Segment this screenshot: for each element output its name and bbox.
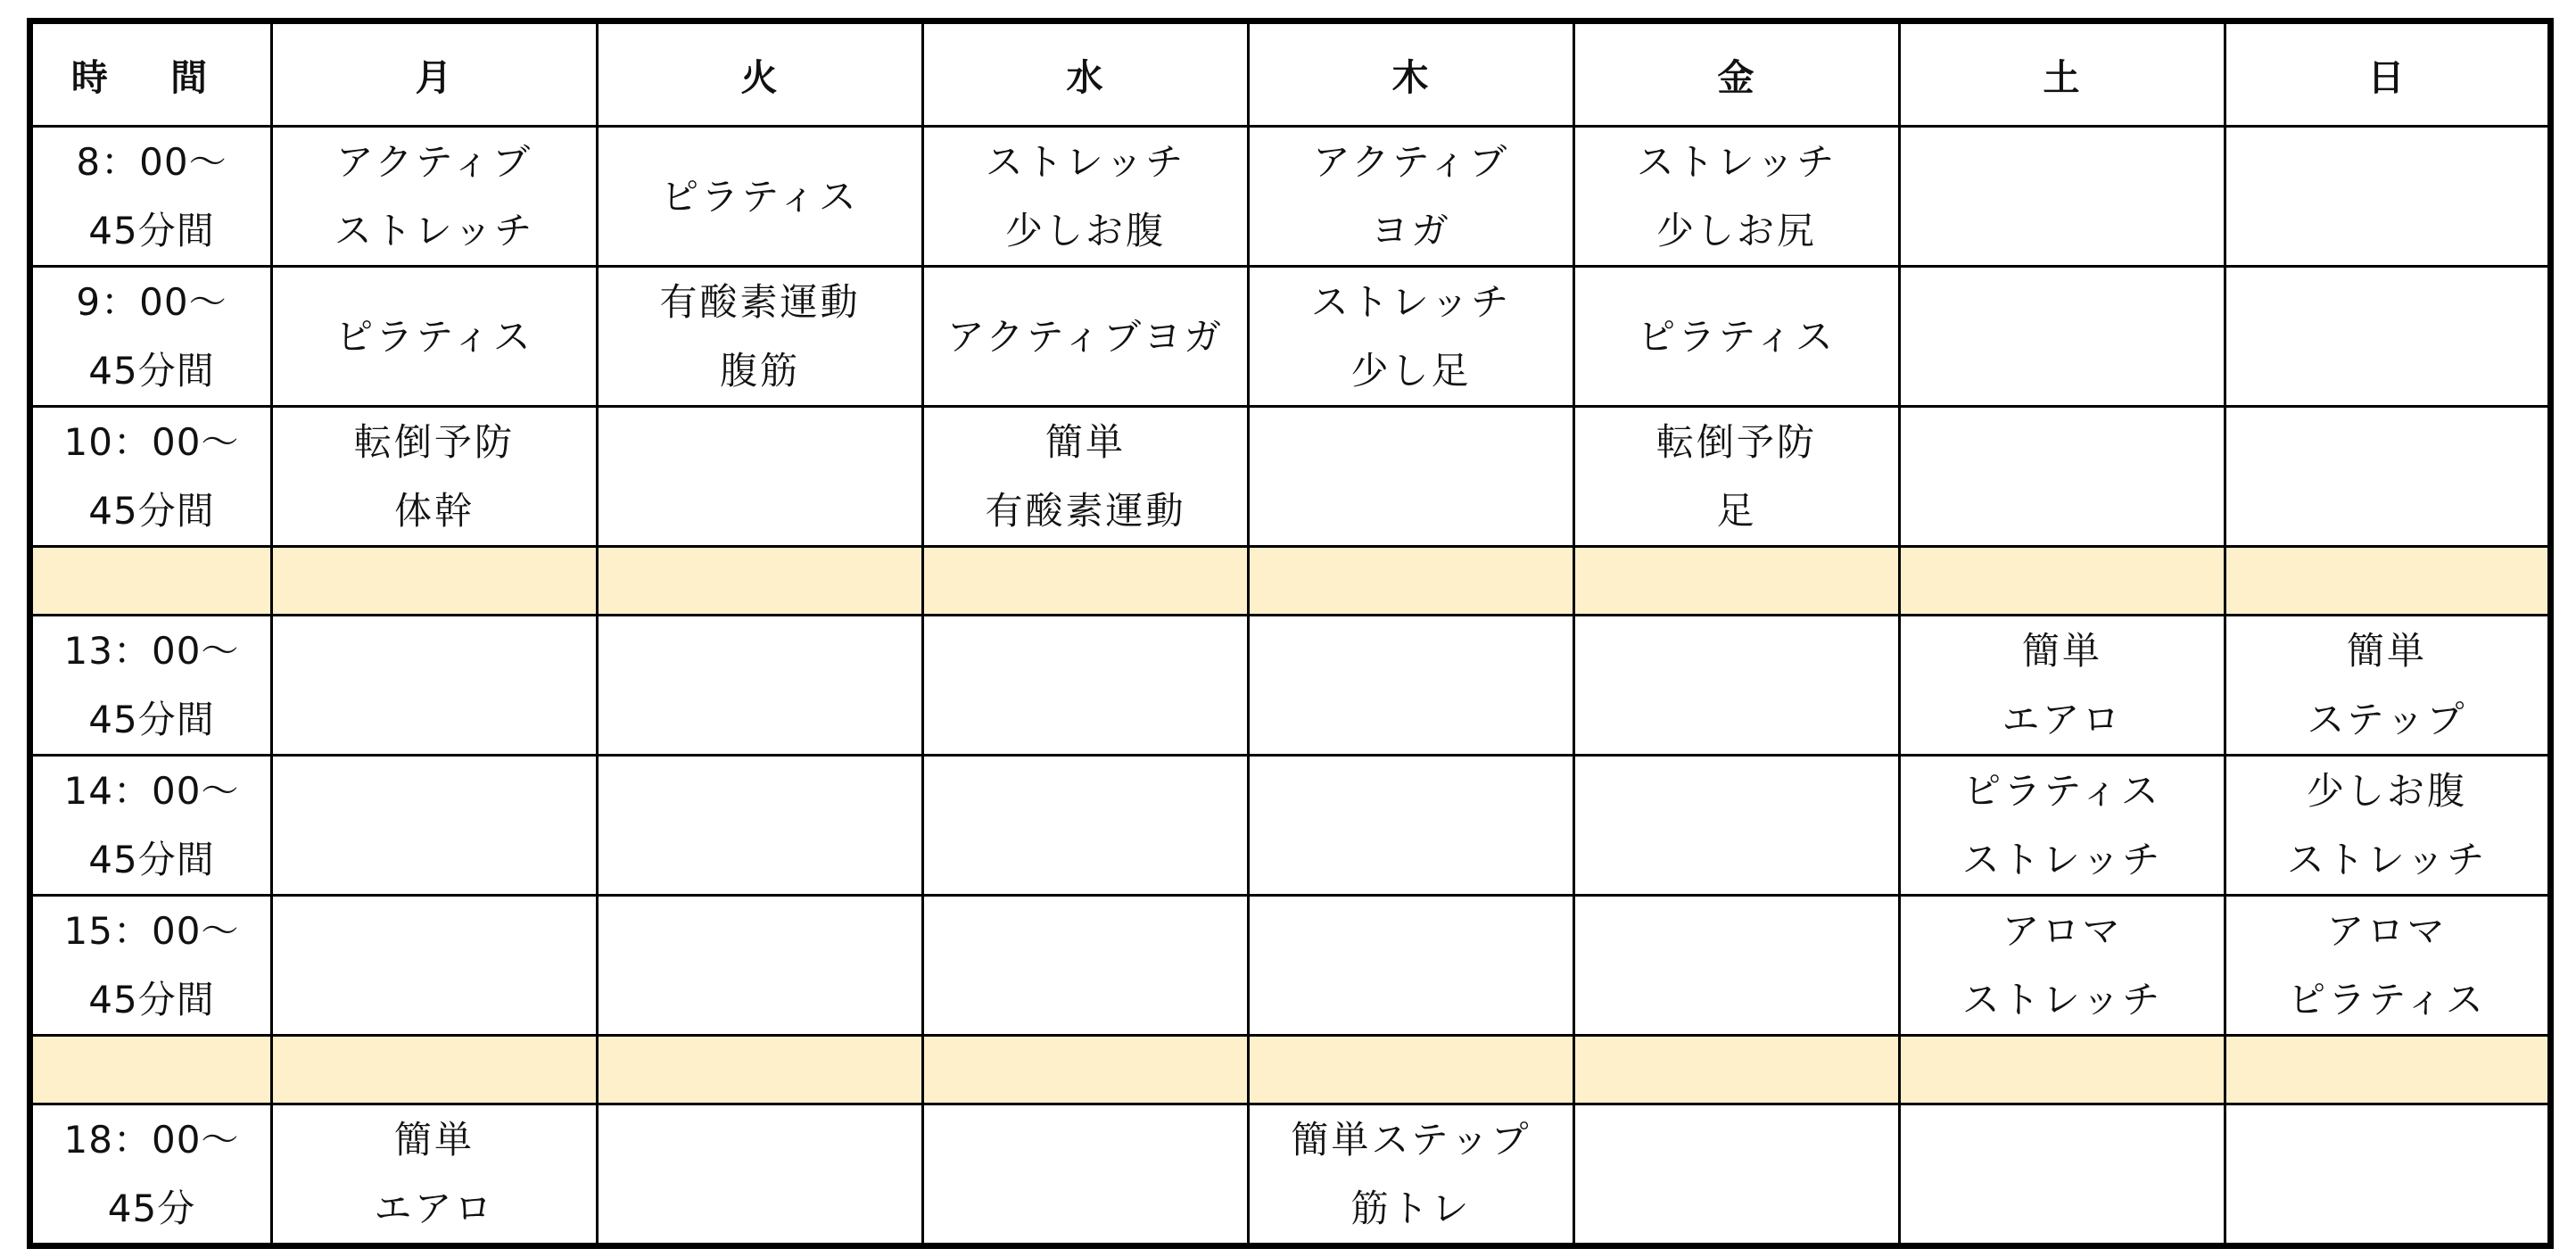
class-name-line: 体幹: [393, 489, 475, 533]
class-name-line: 少しお尻: [1655, 209, 1817, 252]
class-cell-wed: [923, 896, 1249, 1036]
class-cell-sun: [2225, 127, 2551, 267]
class-name-line: 簡単ステップ: [1291, 1118, 1532, 1162]
break-cell: [2225, 547, 2551, 616]
class-cell-wed: [923, 1104, 1249, 1246]
duration: 45分間: [88, 838, 215, 881]
time-slot-row: [30, 896, 2551, 1036]
time-slot-row: [30, 407, 2551, 547]
break-cell: [1574, 1036, 1900, 1104]
class-name-line: 転倒予防: [1655, 420, 1817, 464]
day-header-mon: 月: [272, 21, 598, 127]
day-header-wed: 水: [923, 21, 1249, 127]
class-name-line: 有酸素運動: [985, 489, 1186, 533]
class-cell-sat: [1900, 756, 2225, 896]
class-cell-fri: [1574, 407, 1900, 547]
class-name-line: エアロ: [2002, 698, 2123, 741]
class-name-line: ピラティス: [335, 314, 533, 359]
class-cell-thu: [1249, 896, 1574, 1036]
class-name-line: 有酸素運動: [659, 280, 861, 324]
time-slot-row: [30, 267, 2551, 407]
class-cell-thu: [1249, 127, 1574, 267]
class-name-line: アクティブ: [1312, 140, 1510, 184]
class-name-line: ピラティス: [1638, 314, 1836, 359]
break-cell: [1900, 547, 2225, 616]
class-cell-tue: [598, 616, 923, 756]
class-cell-tue: [598, 1104, 923, 1246]
class-name-line: ピラティス: [661, 174, 859, 219]
class-name-line: ヨガ: [1370, 209, 1451, 252]
duration: 45分間: [88, 978, 215, 1021]
break-cell: [272, 547, 598, 616]
start-time: 18：00～: [63, 1118, 240, 1162]
break-cell: [1249, 1036, 1574, 1104]
class-cell-wed: [923, 756, 1249, 896]
day-header-sat: 土: [1900, 21, 2225, 127]
class-cell-mon: [272, 407, 598, 547]
class-cell-mon: [272, 127, 598, 267]
break-cell: [272, 1036, 598, 1104]
duration: 45分: [107, 1187, 196, 1230]
start-time: 9：00～: [76, 280, 227, 324]
class-name-line: アロマ: [2002, 909, 2123, 953]
break-cell: [923, 1036, 1249, 1104]
break-cell: [923, 547, 1249, 616]
class-name-line: ストレッチ: [2286, 838, 2488, 881]
class-name-line: 簡単: [1044, 420, 1126, 464]
time-column-header: 時 間: [30, 21, 272, 127]
class-name-line: エアロ: [374, 1187, 495, 1230]
day-header-sun: 日: [2225, 21, 2551, 127]
class-name-line: ストレッチ: [1961, 838, 2163, 881]
break-cell: [2225, 1036, 2551, 1104]
time-slot-label: [30, 756, 272, 896]
break-cell: [30, 1036, 272, 1104]
class-cell-fri: [1574, 267, 1900, 407]
class-cell-fri: [1574, 616, 1900, 756]
class-cell-mon: [272, 1104, 598, 1246]
class-cell-sat: [1900, 616, 2225, 756]
class-cell-sun: [2225, 267, 2551, 407]
break-cell: [1574, 547, 1900, 616]
class-cell-sat: [1900, 1104, 2225, 1246]
start-time: 14：00～: [63, 769, 240, 813]
class-name-line: ストレッチ: [1961, 978, 2163, 1021]
break-cell: [30, 547, 272, 616]
class-cell-thu: [1249, 267, 1574, 407]
class-name-line: ストレッチ: [1636, 140, 1837, 184]
class-cell-thu: [1249, 616, 1574, 756]
class-cell-wed: [923, 407, 1249, 547]
class-cell-fri: [1574, 896, 1900, 1036]
class-name-line: 足: [1716, 489, 1757, 533]
class-cell-tue: [598, 127, 923, 267]
duration: 45分間: [88, 698, 215, 741]
class-name-line: 少しお腹: [2306, 769, 2467, 813]
class-cell-tue: [598, 896, 923, 1036]
start-time: 10：00～: [63, 420, 240, 464]
start-time: 13：00～: [63, 629, 240, 673]
class-name-line: 簡単: [393, 1118, 475, 1162]
time-slot-row: [30, 756, 2551, 896]
class-name-line: 簡単: [2346, 629, 2427, 673]
class-cell-thu: [1249, 1104, 1574, 1246]
class-name-line: ストレッチ: [1310, 280, 1512, 324]
start-time: 15：00～: [63, 909, 240, 953]
class-cell-fri: [1574, 127, 1900, 267]
time-slot-label: [30, 127, 272, 267]
class-cell-tue: [598, 267, 923, 407]
class-cell-sat: [1900, 407, 2225, 547]
class-cell-mon: [272, 616, 598, 756]
class-name-line: アクティブヨガ: [946, 314, 1225, 359]
class-name-line: 筋トレ: [1350, 1187, 1472, 1230]
break-cell: [598, 547, 923, 616]
class-cell-sun: [2225, 407, 2551, 547]
class-cell-wed: [923, 127, 1249, 267]
class-cell-fri: [1574, 756, 1900, 896]
time-slot-row: [30, 127, 2551, 267]
day-header-thu: 木: [1249, 21, 1574, 127]
duration: 45分間: [88, 489, 215, 533]
duration: 45分間: [88, 209, 215, 252]
time-slot-label: [30, 616, 272, 756]
class-name-line: ステップ: [2307, 698, 2467, 741]
class-name-line: ストレッチ: [985, 140, 1186, 184]
class-name-line: 簡単: [2021, 629, 2102, 673]
weekly-schedule-table: [27, 18, 2554, 1249]
header-row: [30, 21, 2551, 127]
class-cell-sun: [2225, 1104, 2551, 1246]
class-name-line: ピラティス: [2288, 978, 2486, 1021]
class-cell-sun: [2225, 756, 2551, 896]
time-slot-label: [30, 896, 272, 1036]
break-row: [30, 1036, 2551, 1104]
class-cell-sat: [1900, 896, 2225, 1036]
break-cell: [1900, 1036, 2225, 1104]
time-slot-row: [30, 1104, 2551, 1246]
class-cell-thu: [1249, 407, 1574, 547]
start-time: 8：00～: [76, 140, 227, 184]
class-name-line: ピラティス: [1963, 769, 2161, 813]
class-cell-wed: [923, 616, 1249, 756]
schedule-body: [30, 127, 2551, 1246]
time-slot-label: [30, 407, 272, 547]
duration: 45分間: [88, 349, 215, 393]
time-slot-label: [30, 1104, 272, 1246]
time-slot-label: [30, 267, 272, 407]
day-header-tue: 火: [598, 21, 923, 127]
day-header-fri: 金: [1574, 21, 1900, 127]
class-cell-sat: [1900, 267, 2225, 407]
class-cell-sun: [2225, 896, 2551, 1036]
class-cell-sat: [1900, 127, 2225, 267]
class-cell-sun: [2225, 616, 2551, 756]
class-name-line: 腹筋: [719, 349, 800, 393]
class-name-line: アロマ: [2326, 909, 2448, 953]
break-cell: [598, 1036, 923, 1104]
class-cell-mon: [272, 267, 598, 407]
class-cell-mon: [272, 896, 598, 1036]
class-cell-wed: [923, 267, 1249, 407]
break-row: [30, 547, 2551, 616]
time-slot-row: [30, 616, 2551, 756]
break-cell: [1249, 547, 1574, 616]
class-name-line: 少しお腹: [1004, 209, 1166, 252]
class-cell-mon: [272, 756, 598, 896]
class-cell-tue: [598, 407, 923, 547]
class-name-line: 転倒予防: [353, 420, 515, 464]
class-name-line: 少し足: [1350, 349, 1472, 393]
class-name-line: アクティブ: [335, 140, 533, 184]
class-cell-fri: [1574, 1104, 1900, 1246]
class-cell-thu: [1249, 756, 1574, 896]
class-name-line: ストレッチ: [334, 209, 535, 252]
class-cell-tue: [598, 756, 923, 896]
